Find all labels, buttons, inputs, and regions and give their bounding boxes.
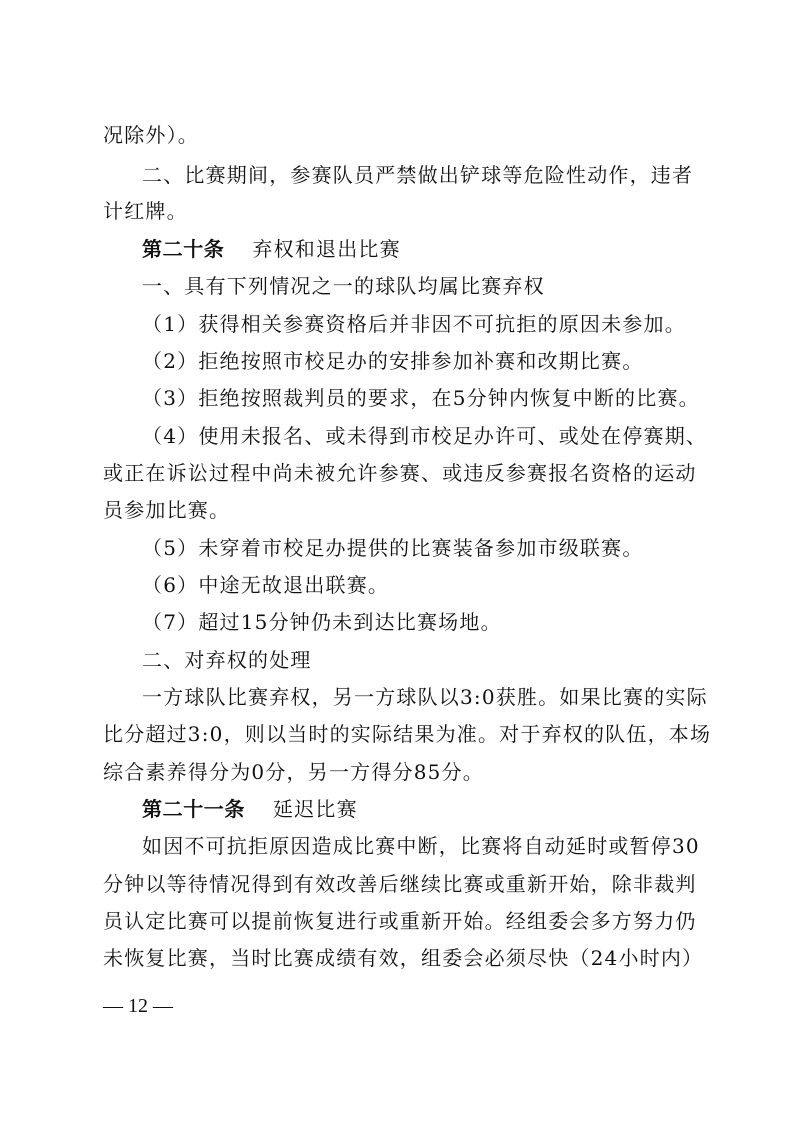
paragraph-line: 员认定比赛可以提前恢复进行或重新开始。经组委会多方努力仍 [103, 909, 697, 933]
paragraph-line: 一、具有下列情况之一的球队均属比赛弃权 [142, 274, 545, 298]
paragraph-line: 一方球队比赛弃权，另一方球队以3:0获胜。如果比赛的实际 [142, 685, 708, 709]
list-item: （7）超过15分钟仍未到达比赛场地。 [142, 610, 502, 634]
paragraph-line: 综合素养得分为0分，另一方得分85分。 [103, 760, 484, 784]
paragraph-line: 比分超过3:0，则以当时的实际结果为准。对于弃权的队伍，本场 [103, 722, 712, 746]
list-item: （4）使用未报名、或未得到市校足办许可、或处在停赛期、 [142, 424, 708, 448]
list-item: （5）未穿着市校足办提供的比赛装备参加市级联赛。 [142, 536, 644, 560]
list-item: （6）中途无故退出联赛。 [142, 573, 390, 597]
article-title: 弃权和退出比赛 [252, 237, 401, 261]
article-title: 延迟比赛 [273, 797, 358, 821]
list-item: （2）拒绝按照市校足办的安排参加补赛和改期比赛。 [142, 349, 644, 373]
page-number: — 12 — [103, 995, 173, 1017]
list-item: （3）拒绝按照裁判员的要求，在5分钟内恢复中断的比赛。 [142, 386, 700, 410]
paragraph-line: 或正在诉讼过程中尚未被允许参赛、或违反参赛报名资格的运动 [103, 461, 697, 485]
section-heading [142, 795, 358, 823]
paragraph-line: 未恢复比赛，当时比赛成绩有效，组委会必须尽快（24小时内） [103, 946, 704, 970]
paragraph-line: 二、比赛期间，参赛队员严禁做出铲球等危险性动作，违者 [142, 163, 694, 187]
paragraph-line: 况除外）。 [103, 123, 199, 147]
paragraph-line: 二、对弃权的处理 [142, 648, 312, 672]
paragraph-line: 员参加比赛。 [103, 498, 231, 522]
article-number: 第二十一条 [142, 797, 245, 821]
article-number: 第二十条 [142, 237, 225, 261]
paragraph-line: 计红牌。 [103, 199, 188, 223]
paragraph-line: 分钟以等待情况得到有效改善后继续比赛或重新开始，除非裁判 [103, 872, 697, 896]
list-item: （1）获得相关参赛资格后并非因不可抗拒的原因未参加。 [142, 312, 686, 336]
section-heading [142, 235, 401, 263]
paragraph-line: 如因不可抗拒原因造成比赛中断，比赛将自动延时或暂停30 [142, 834, 700, 858]
